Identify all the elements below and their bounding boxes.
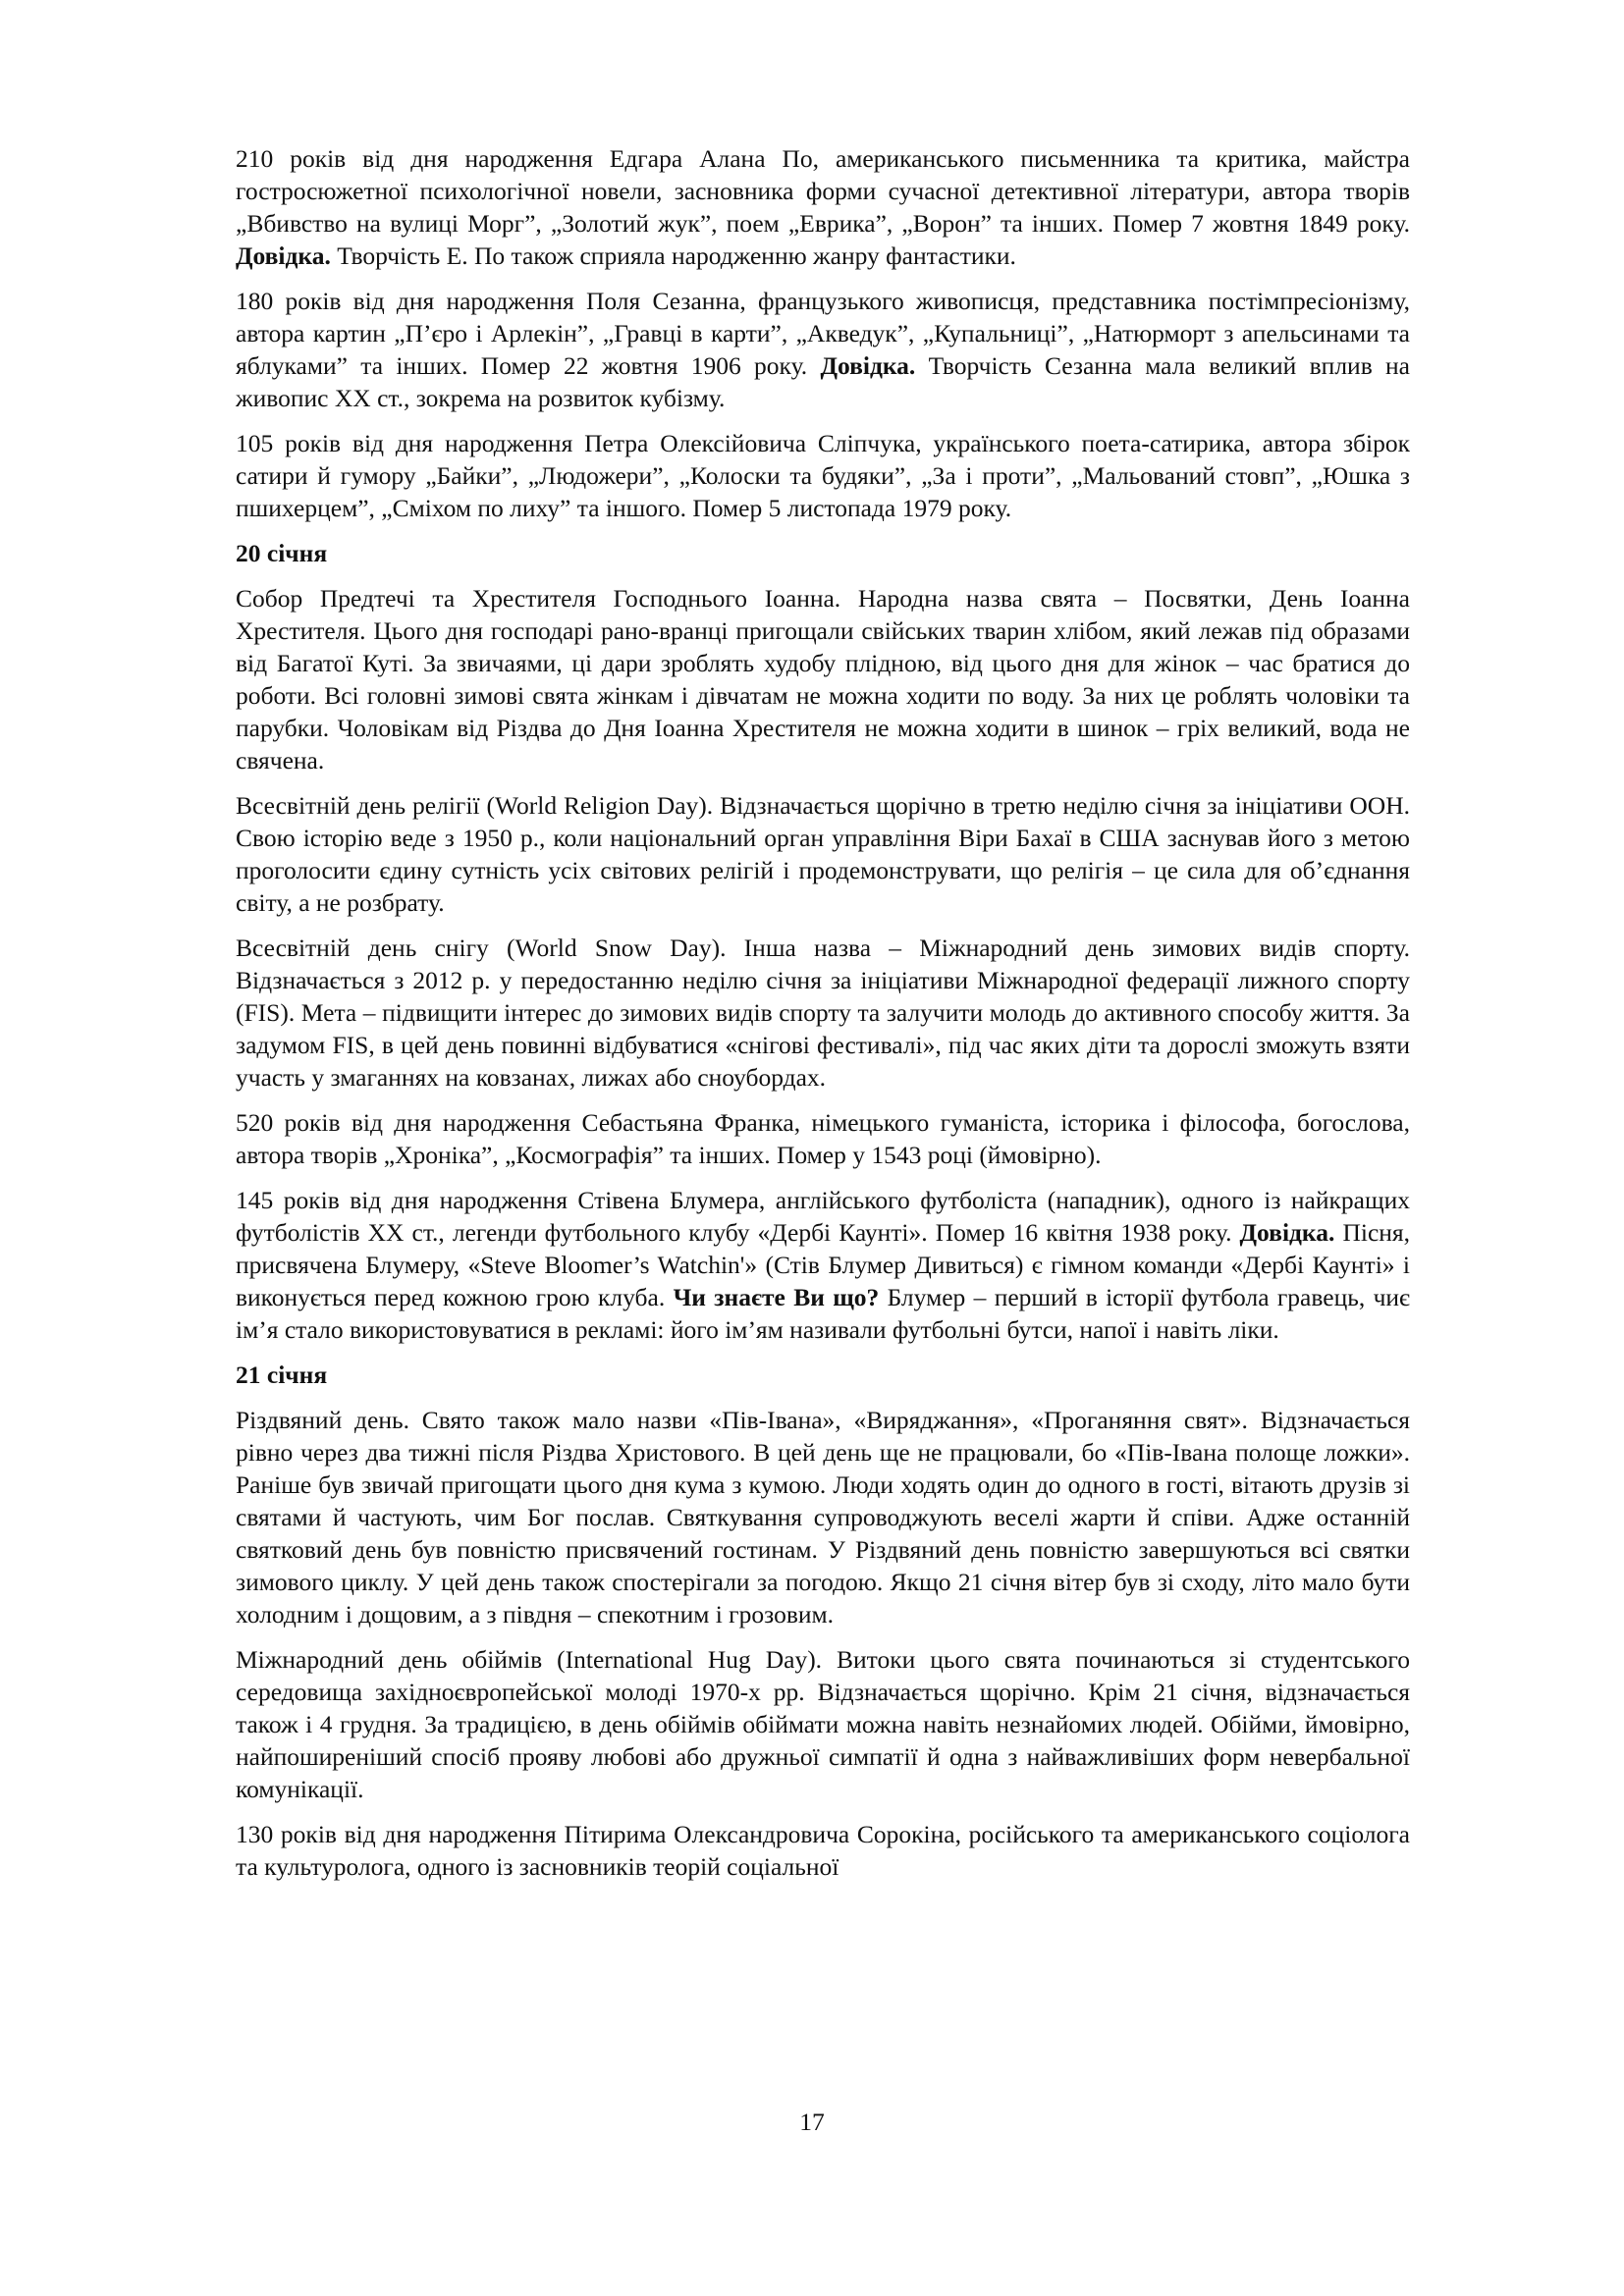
paragraph-slipchuk: 105 років від дня народження Петра Олексійовича Сліпчука, українського поета-сатирика, автора збірок сатири й гумору „Байки”, „Людожери”, „Колоски та будяки”, „За і проти”, „Мальований стовп”, „Юшка з пшихерцем”, „Сміхом по лиху” та іншого. Помер 5 листопада 1979 року. (236, 429, 1410, 522)
date-heading-20-january: 20 січня (236, 539, 328, 567)
paragraph-text: Творчість Сезанна мала великий вплив на живопис ХХ ст., зокрема на розвиток кубізму. (236, 351, 1411, 412)
paragraph-text: Пісня, присвячена Блумеру, «Steve Bloomer’s Watchin'» (Стів Блумер Дивиться) є гімном команди «Дербі Каунті» і виконується перед кожною грою клуба. (236, 1218, 1411, 1311)
paragraph-cezanne (236, 285, 1410, 414)
paragraph-religion-day: Всесвітній день релігії (World Religion Day). Відзначається щорічно в третю неділю січня за ініціативи ООН. Свою історію веде з 1950 р., коли національний орган управління Віри Бахаї в США заснував його з метою проголосити єдину сутність усіх світових релігій і продемонструвати, що релігія – це сила для об’єднання світу, а не розбрату. (236, 791, 1410, 917)
document-page (236, 142, 1410, 1896)
paragraph-text: 210 років від дня народження Едгара Алана По, американського письменника та критика, майстра гостросюжетної психологічної новели, засновника форми сучасної детективної літератури, автора творів „Вбивство на вулиці Морг”, „Золотий жук”, поем „Еврика”, „Ворон” та інших. Помер 7 жовтня 1849 року. (236, 144, 1410, 238)
date-heading-21-january: 21 січня (236, 1361, 328, 1389)
paragraph-text: Творчість Е. По також сприяла народженню жанру фантастики. (337, 241, 1016, 270)
paragraph-ioann: Собор Предтечі та Хрестителя Господнього Іоанна. Народна назва свята – Посвятки, День Іоанна Хрестителя. Цього дня господарі рано-вранці пригощали свійських тварин хлібом, який лежав під образами від Багатої Куті. За звичаями, ці дари зроблять худобу плідною, від цього дня для жінок – час братися до роботи. Всі головні зимові свята жінкам і дівчатам не можна ходити по воду. За них це роблять чоловіки та парубки. Чоловікам від Різдва до Дня Іоанна Хрестителя не можна ходити в шинок – гріх великий, вода не свячена. (236, 584, 1410, 774)
reference-label: Довідка. (820, 351, 916, 380)
paragraph-franck: 520 років від дня народження Себастьяна Франка, німецького гуманіста, історика і філософа, богослова, автора творів „Хроніка”, „Космографія” та інших. Помер у 1543 році (ймовірно). (236, 1108, 1410, 1169)
paragraph-text: Блумер – перший в історії футбола гравець, чиє ім’я стало використовуватися в рекламі: його ім’ям називали футбольні бутси, напої і навіть ліки. (236, 1283, 1410, 1344)
page-number: 17 (799, 2108, 825, 2136)
did-you-know-label: Чи знаєте Ви що? (673, 1283, 880, 1311)
paragraph-hug-day: Міжнародний день обіймів (International Hug Day). Витоки цього свята починаються зі студентського середовища західноєвропейської молоді 1970-х рр. Відзначається щорічно. Крім 21 січня, відзначається також і 4 грудня. За традицією, в день обіймів обіймати можна навіть незнайомих людей. Обійми, ймовірно, найпоширеніший спосіб прояву любові або дружньої симпатії й одна з найважливіших форм невербальної комунікації. (236, 1645, 1410, 1803)
reference-label: Довідка. (1239, 1218, 1335, 1247)
paragraph-bloomer (236, 1184, 1410, 1346)
paragraph-snow-day: Всесвітній день снігу (World Snow Day). Інша назва – Міжнародний день зимових видів спорту. Відзначається з 2012 р. у передостанню неділю січня за ініціативи Міжнародної федерації лижного спорту (FIS). Мета – підвищити інтерес до зимових видів спорту та залучити молодь до активного способу життя. За задумом FIS, в цей день повинні відбуватися «снігові фестивалі», під час яких діти та дорослі зможуть взяти участь у змаганнях на ковзанах, лижах або сноубордах. (236, 934, 1410, 1092)
paragraph-edgar-poe (236, 142, 1410, 272)
reference-label: Довідка. (236, 241, 331, 270)
paragraph-text: 180 років від дня народження Поля Сезанна, французького живописця, представника постімпресіонізму, автора картин „П’єро і Арлекін”, „Гравці в карти”, „Акведук”, „Купальниці”, „Натюрморт з апельсинами та яблуками” та інших. Помер 22 жовтня 1906 року. (236, 287, 1410, 380)
paragraph-christmas-day: Різдвяний день. Свято також мало назви «Пів-Івана», «Виряджання», «Проганяння свят». Відзначається рівно через два тижні після Різдва Христового. В цей день ще не працювали, бо «Пів-Івана полоще ложки». Раніше був звичай пригощати цього дня кума з кумою. Люди ходять один до одного в гості, вітають друзів зі святами й частують, чим Бог послав. Святкування супроводжують веселі жарти й співи. Адже останній святковий день був повністю присвячений гостинам. У Різдвяний день повністю завершуються всі святки зимового циклу. У цей день також спостерігали за погодою. Якщо 21 січня вітер був зі сходу, літо мало бути холодним і дощовим, а з півдня – спекотним і грозовим. (236, 1406, 1410, 1629)
paragraph-sorokin: 130 років від дня народження Пітирима Олександровича Сорокіна, російського та американського соціолога та культуролога, одного із засновників теорій соціальної (236, 1820, 1410, 1881)
paragraph-text: 145 років від дня народження Стівена Блумера, англійського футболіста (нападник), одного із найкращих футболістів ХХ ст., легенди футбольного клубу «Дербі Каунті». Помер 16 квітня 1938 року. (236, 1186, 1410, 1247)
